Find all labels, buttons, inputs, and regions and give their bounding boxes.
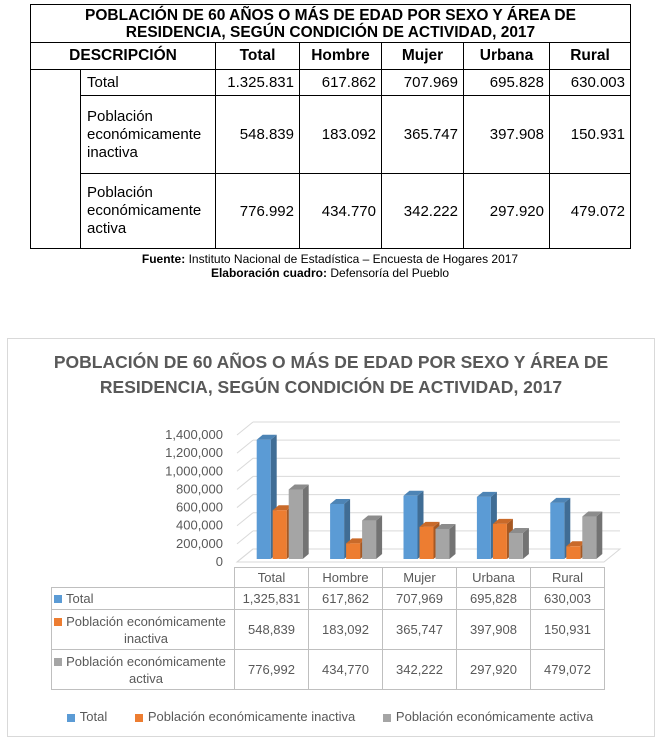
bar: [346, 543, 360, 559]
y-tick-label: 800,000: [176, 481, 223, 497]
y-tick-label: 1,200,000: [165, 445, 223, 461]
data-label: 434,770: [309, 650, 383, 690]
legend-key-icon: [135, 714, 143, 722]
cell: 548.839: [216, 96, 300, 174]
bar: [362, 521, 376, 559]
row-label: Población económicamente inactiva: [81, 96, 216, 174]
category-label: Urbana: [457, 568, 531, 588]
bar-side: [303, 485, 309, 559]
gridline-side: [237, 531, 253, 544]
cell: 342.222: [382, 174, 464, 249]
series-row-label: Total: [52, 588, 235, 610]
bar: [582, 517, 596, 559]
bar-side: [376, 516, 382, 559]
elaboration-text: Defensoría del Pueblo: [330, 266, 450, 280]
legend-key-icon: [383, 714, 391, 722]
data-label: 776,992: [235, 650, 309, 690]
bar: [404, 496, 418, 559]
bar: [289, 490, 303, 559]
header-hombre: Hombre: [300, 43, 382, 70]
data-label: 297,920: [457, 650, 531, 690]
bar: [509, 533, 523, 559]
gridline-side: [237, 422, 253, 435]
cell: 397.908: [464, 96, 550, 174]
bar: [550, 503, 564, 559]
data-label: 548,839: [235, 610, 309, 650]
legend-item: Población económicamente activa: [383, 709, 593, 724]
cell: 479.072: [550, 174, 631, 249]
data-label: 630,003: [531, 588, 605, 610]
cell: 150.931: [550, 96, 631, 174]
data-label: 397,908: [457, 610, 531, 650]
source-label: Fuente:: [141, 252, 186, 266]
chart-legend: [0, 709, 660, 724]
row-label: Población económicamente activa: [81, 174, 216, 249]
gridline-side: [237, 440, 253, 453]
data-label: 365,747: [383, 610, 457, 650]
category-label: Hombre: [309, 568, 383, 588]
bar-side: [523, 528, 529, 559]
series-key-icon: [54, 658, 62, 666]
y-tick-label: 1,400,000: [165, 427, 223, 442]
data-label: 707,969: [383, 588, 457, 610]
cell: 434.770: [300, 174, 382, 249]
legend-item: Población económicamente inactiva: [135, 709, 355, 724]
gridline-side: [237, 513, 253, 526]
legend-key-icon: [67, 714, 75, 722]
chart-data-table: [51, 567, 605, 690]
header-total: Total: [216, 43, 300, 70]
series-key-icon: [54, 618, 62, 626]
data-label: 479,072: [531, 650, 605, 690]
category-label: Mujer: [383, 568, 457, 588]
y-tick-label: 0: [215, 554, 223, 569]
data-label: 342,222: [383, 650, 457, 690]
category-label: Total: [235, 568, 309, 588]
y-tick-label: 200,000: [176, 535, 223, 551]
bar: [566, 546, 580, 559]
y-tick-label: 400,000: [176, 517, 223, 533]
gridline-side: [237, 476, 253, 489]
cell: 365.747: [382, 96, 464, 174]
header-urbana: Urbana: [464, 43, 550, 70]
bar: [420, 527, 434, 559]
corner-cell: [52, 568, 235, 588]
bar-side: [596, 512, 602, 559]
series-row-label: Población económicamente activa: [52, 650, 235, 690]
series-key-icon: [54, 595, 62, 603]
bar-side: [450, 524, 456, 559]
bar: [436, 529, 450, 559]
data-label: 695,828: [457, 588, 531, 610]
bar: [493, 524, 507, 559]
elaboration-label: Elaboración cuadro:: [210, 266, 327, 280]
y-tick-label: 600,000: [176, 499, 223, 515]
bar: [330, 504, 344, 559]
row-label: Total: [81, 70, 216, 96]
header-descripcion: DESCRIPCIÓN: [31, 43, 216, 70]
category-label: Rural: [531, 568, 605, 588]
cell: 1.325.831: [216, 70, 300, 96]
cell: 695.828: [464, 70, 550, 96]
cell: 183.092: [300, 96, 382, 174]
cell: 617.862: [300, 70, 382, 96]
data-label: 617,862: [309, 588, 383, 610]
table-title: POBLACIÓN DE 60 AÑOS O MÁS DE EDAD POR SEXO Y ÁREA DE RESIDENCIA, SEGÚN CONDICIÓN DE ACTIVIDAD, 2017: [31, 5, 631, 43]
header-rural: Rural: [550, 43, 631, 70]
data-label: 183,092: [309, 610, 383, 650]
series-row-label: Población económicamente inactiva: [52, 610, 235, 650]
source-text: Instituto Nacional de Estadística – Encuesta de Hogares 2017: [188, 252, 519, 266]
data-label: 150,931: [531, 610, 605, 650]
data-label: 1,325,831: [235, 588, 309, 610]
cell: 776.992: [216, 174, 300, 249]
gridline-side: [237, 495, 253, 508]
chart-title: POBLACIÓN DE 60 AÑOS O MÁS DE EDAD POR SEXO Y ÁREA DE RESIDENCIA, SEGÚN CONDICIÓN DE ACTIVIDAD, 2017: [53, 352, 609, 397]
y-tick-label: 1,000,000: [165, 463, 223, 479]
bar: [477, 497, 491, 559]
gridline-side: [237, 458, 253, 471]
legend-item: Total: [67, 709, 107, 724]
bar: [273, 510, 287, 559]
cell: 630.003: [550, 70, 631, 96]
header-mujer: Mujer: [382, 43, 464, 70]
bar: [257, 440, 271, 559]
cell: 297.920: [464, 174, 550, 249]
cell: 707.969: [382, 70, 464, 96]
